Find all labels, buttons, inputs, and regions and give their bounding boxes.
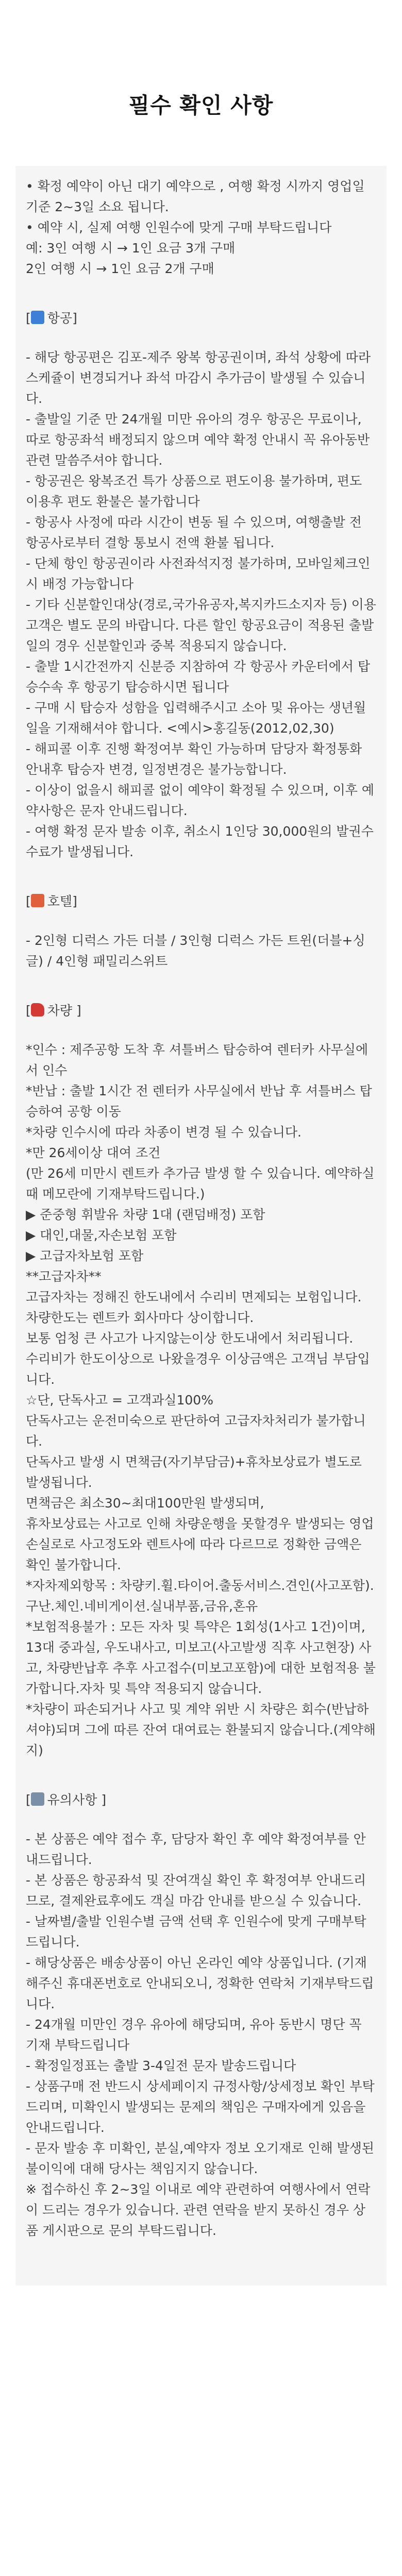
- airline-item: - 단체 항인 항공권이라 사전좌석지정 불가하며, 모바일체크인시 배정 가능합니다: [26, 556, 371, 591]
- car-icon: [31, 1003, 44, 1016]
- notice-item: - 본 상품은 항공좌석 및 잔여객실 확인 후 확정여부 안내드리므로, 결제완료후에도 객실 마감 안내를 받으실 수 있습니다.: [26, 1873, 366, 1908]
- intro-line: • 예약 시, 실제 여행 인원수에 맞게 구매 부탁드립니다: [26, 220, 332, 235]
- airline-item: - 여행 확정 문자 발송 이후, 취소시 1인당 30,000원의 발권수수료가 발생됩니다.: [26, 824, 374, 859]
- notice-box: [15, 166, 387, 2285]
- car-item: ▶ 대인,대물,자손보험 포함: [26, 1228, 177, 1243]
- car-item: 단독사고는 운전미숙으로 판단하여 고급자차처리가 불가합니다.: [26, 1413, 366, 1449]
- intro-line: • 확정 예약이 아닌 대기 예약으로 , 여행 확정 시까지 영업일 기준 2~3일 소요 됩니다.: [26, 179, 365, 214]
- notice-item: - 확정일정표는 출발 3-4일전 문자 발송드립니다: [26, 2058, 296, 2073]
- car-item: (만 26세 미만시 렌트카 추가금 발생 할 수 있습니다. 예약하실때 메모란에 기재부탁드립니다.): [26, 1166, 375, 1201]
- notice-item: - 본 상품은 예약 접수 후, 담당자 확인 후 예약 확정여부를 안내드립니다.: [26, 1832, 366, 1867]
- car-item: *반납 : 출발 1시간 전 렌터카 사무실에서 반납 후 셔틀버스 탑승하여 공항 이동: [26, 1083, 372, 1119]
- car-heading: [ 차량 ]: [26, 1003, 81, 1018]
- car-item: 고급자차는 정해진 한도내에서 수리비 면제되는 보험입니다.: [26, 1290, 362, 1304]
- airline-item: - 항공권은 왕복조건 특가 상품으로 편도이용 불가하며, 편도 이용후 편도 환불은 불가합니다: [26, 473, 362, 509]
- notice-item: - 문자 발송 후 미확인, 분실,예약자 정보 오기재로 인해 발생된 불이익에 대해 당사는 책임지지 않습니다.: [26, 2141, 375, 2176]
- airline-item: - 기타 신분할인대상(경로,국가유공자,복지카드소지자 등) 이용고객은 별도 문의 바랍니다. 다른 할인 항공요금이 적용된 출발일의 경우 신분할인과 중복 적용되지 않습니다.: [26, 597, 376, 653]
- car-item: ☆단, 단독사고 = 고객과실100%: [26, 1393, 213, 1408]
- car-item: 면책금은 최소30~최대100만원 발생되며,: [26, 1496, 264, 1511]
- car-item: ▶ 고급자차보험 포함: [26, 1248, 144, 1263]
- car-section: [26, 1001, 376, 1761]
- airline-heading: [ 항공]: [26, 311, 77, 326]
- car-item: *차량이 파손되거나 사고 및 계약 위반 시 차량은 회수(반납하셔야)되며 그에 따른 잔여 대여료는 환불되지 않습니다.(계약해지): [26, 1702, 376, 1758]
- car-item: ▶ 준중형 휘발유 차량 1대 (랜덤배정) 포함: [26, 1207, 265, 1222]
- notice-item: - 24개월 미만인 경우 유아에 해당되며, 유아 동반시 명단 꼭 기재 부탁드립니다: [26, 2017, 362, 2053]
- intro-line: 예: 3인 여행 시 → 1인 요금 3개 구매: [26, 241, 236, 256]
- car-item: *차량 인수시에 따라 차종이 변경 될 수 있습니다.: [26, 1125, 301, 1140]
- airline-item: - 출발일 기준 만 24개월 미만 유아의 경우 항공은 무료이나, 따로 항공좌석 배정되지 않으며 예약 확정 안내시 꼭 유아동반 관련 말씀주셔야 합니다.: [26, 412, 370, 468]
- pushpin-icon: [31, 1792, 44, 1806]
- car-item: *자차제외항목 : 차량키.휠.타이어.출동서비스.견인(사고포함).구난.체인.네비게이션.실내부품,금유,혼유: [26, 1578, 374, 1614]
- car-item: 수리비가 한도이상으로 나왔을경우 이상금액은 고객님 부담입니다.: [26, 1351, 370, 1387]
- notice-item: - 해당상품은 배송상품이 아닌 온라인 예약 상품입니다. (기재해주신 휴대폰번호로 안내되오니, 정확한 연락처 기재부탁드립니다.: [26, 1955, 374, 2011]
- car-item: *만 26세이상 대여 조건: [26, 1145, 161, 1160]
- hotel-section: [26, 891, 376, 972]
- car-heading-label: 차량: [47, 1003, 73, 1018]
- page-title: 필수 확인 사항: [128, 93, 274, 118]
- notice-heading-label: 유의사항: [47, 1792, 97, 1807]
- intro-line: 2인 여행 시 → 1인 요금 2개 구매: [26, 261, 214, 276]
- airline-item: - 항공사 사정에 따라 시간이 변동 될 수 있으며, 여행출발 전 항공사로부터 결항 통보시 전액 환불 됩니다.: [26, 515, 362, 550]
- hotel-item: - 2인형 디럭스 가든 더블 / 3인형 디럭스 가든 트윈(더블+싱글) / 4인형 패밀리스위트: [26, 933, 365, 969]
- car-item: **고급자차**: [26, 1269, 102, 1284]
- airline-item: - 구매 시 탑승자 성함을 입력해주시고 소아 및 유아는 생년월일을 기재해셔야 합니다. <예시>홍길동(2012,02,30): [26, 700, 366, 736]
- notice-section: [26, 1790, 376, 2241]
- intro-section: [26, 166, 376, 279]
- notice-item: - 상품구매 전 반드시 상세페이지 규정사항/상세정보 확인 부탁드리며, 미확인시 발생되는 문제의 책임은 구매자에게 있음을 안내드립니다.: [26, 2079, 375, 2135]
- airline-section: [26, 308, 376, 862]
- car-item: 차량한도는 렌트카 회사마다 상이합니다.: [26, 1310, 254, 1325]
- airline-item: - 해당 항공편은 김포-제주 왕복 항공권이며, 좌석 상황에 따라 스케쥴이 변경되거나 좌석 마감시 추가금이 발생될 수 있습니다.: [26, 350, 371, 406]
- car-item: 보통 엄청 큰 사고가 나지않는이상 한도내에서 처리됩니다.: [26, 1331, 354, 1346]
- hotel-heading-label: 호텔: [47, 894, 73, 909]
- hotel-heading: [ 호텔]: [26, 894, 77, 909]
- airplane-icon: [31, 311, 44, 324]
- airline-item: - 이상이 없을시 해피콜 없이 예약이 확정될 수 있으며, 이후 예약사항은 문자 안내드립니다.: [26, 783, 375, 818]
- notice-item: - 날짜별/출발 인원수별 금액 선택 후 인원수에 맞게 구매부탁드립니다.: [26, 1914, 366, 1950]
- car-item: 휴차보상료는 사고로 인해 차량운행을 못할경우 발생되는 영업손실로로 사고정도와 렌트사에 따라 다르므로 정확한 금액은 확인 불가합니다.: [26, 1516, 374, 1572]
- airline-item: - 출발 1시간전까지 신분증 지참하여 각 항공사 카운터에서 탑승수속 후 항공기 탑승하시면 됩니다: [26, 659, 371, 694]
- airline-item: - 해피콜 이후 진행 확정여부 확인 가능하며 담당자 확정통화 안내후 탑승자 변경, 일정변경은 불가능합니다.: [26, 741, 362, 777]
- car-item: *인수 : 제주공항 도착 후 셔틀버스 탑승하여 렌터카 사무실에서 인수: [26, 1042, 368, 1078]
- car-item: 단독사고 발생 시 면책금(자기부담금)+휴차보상료가 별도로 발생됩니다.: [26, 1454, 362, 1490]
- airline-heading-label: 항공: [47, 311, 73, 326]
- notice-item: ※ 접수하신 후 2~3일 이내로 예약 관련하여 여행사에서 연락이 드리는 경우가 있습니다. 관련 연락을 받지 못하신 경우 상품 게시판으로 문의 부탁드립니다.: [26, 2182, 371, 2238]
- hotel-icon: [31, 894, 44, 907]
- car-item: *보험적용불가 : 모든 자차 및 특약은 1회성(1사고 1건)이며, 13대 중과실, 우도내사고, 미보고(사고발생 직후 사고현장) 사고, 차량반납후 추후 사고접수(미보고포함)에 대한 보험적용 불가합니다.자차 및 특약 적용되지 않습니다.: [26, 1619, 376, 1696]
- notice-heading: [ 유의사항 ]: [26, 1792, 107, 1807]
